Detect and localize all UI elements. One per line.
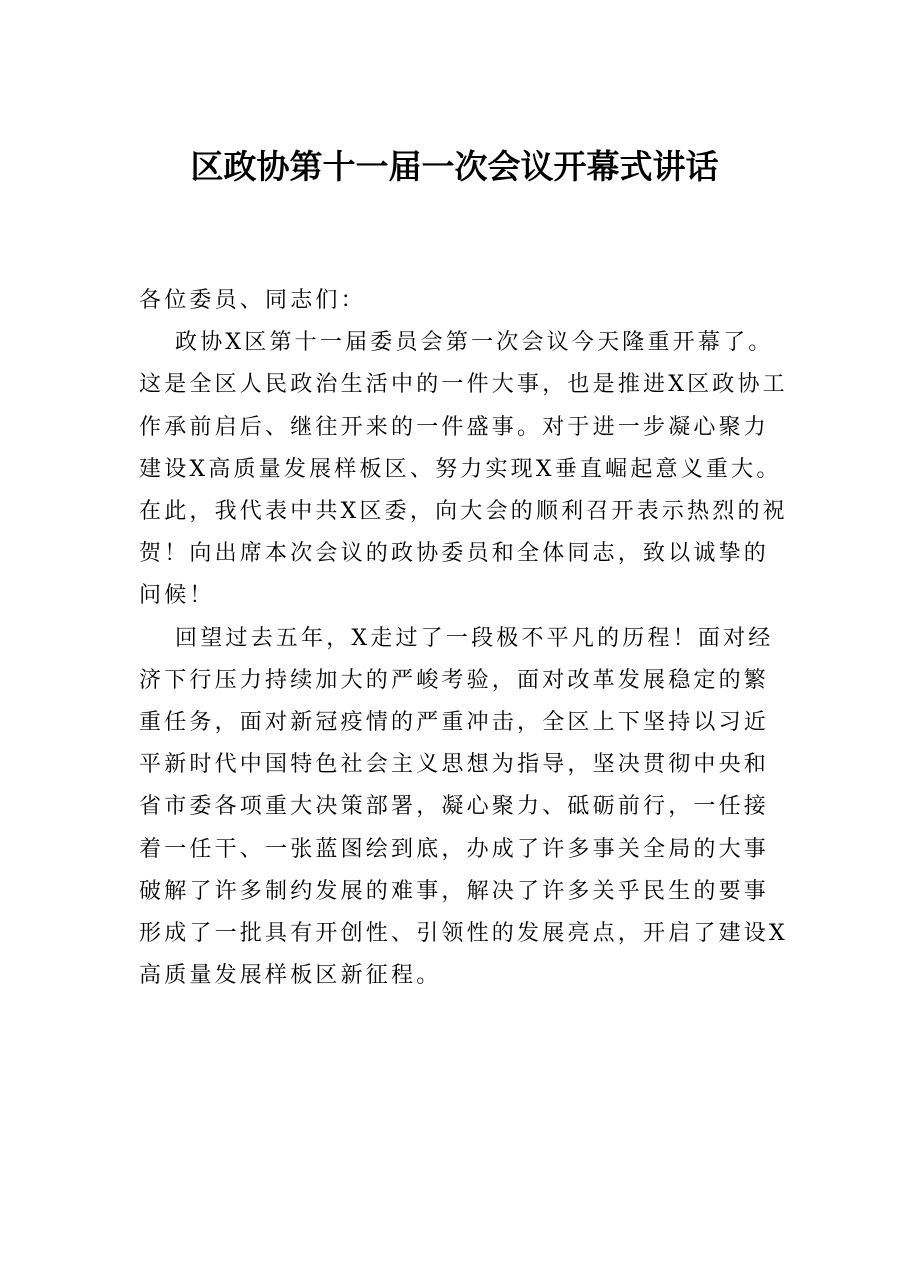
paragraph-line: 着一任干、一张蓝图绘到底，办成了许多事关全局的大事: [139, 836, 770, 862]
paragraph-line: 重任务，面对新冠疫情的严重冲击，全区上下坚持以习近: [139, 710, 770, 736]
paragraph-line: 问候！: [139, 583, 215, 609]
paragraph-line: 省市委各项重大决策部署，凝心聚力、砥砺前行，一任接: [139, 794, 770, 820]
document-title: 区政协第十一届一次会议开幕式讲话: [190, 147, 719, 186]
salutation: 各位委员、同志们：: [139, 288, 366, 313]
paragraph-line: 在此，我代表中共X区委，向大会的顺利召开表示热烈的祝: [139, 499, 788, 525]
paragraph-line: 建设X高质量发展样板区、努力实现X垂直崛起意义重大。: [139, 456, 782, 482]
paragraph-line: 平新时代中国特色社会主义思想为指导，坚决贯彻中央和: [139, 752, 770, 778]
paragraph-line: 形成了一批具有开创性、引领性的发展亮点，开启了建设X: [139, 921, 788, 947]
document-body: [139, 280, 788, 997]
paragraph-2: [139, 618, 788, 998]
paragraph-line: 政协X区第十一届委员会第一次会议今天隆重开幕了。: [175, 330, 774, 356]
paragraph-line: 这是全区人民政治生活中的一件大事，也是推进X区政协工: [139, 372, 788, 398]
paragraph-line: 贺！向出席本次会议的政协委员和全体同志，致以诚挚的: [139, 541, 770, 567]
paragraph-line: 破解了许多制约发展的难事，解决了许多关乎民生的要事: [139, 878, 770, 904]
paragraph-line: 回望过去五年，X走过了一段极不平凡的历程！面对经: [175, 625, 774, 651]
paragraph-1: [139, 322, 788, 617]
paragraph-line: 作承前启后、继往开来的一件盛事。对于进一步凝心聚力: [139, 414, 770, 440]
paragraph-line: 高质量发展样板区新征程。: [139, 963, 442, 989]
paragraph-line: 济下行压力持续加大的严峻考验，面对改革发展稳定的繁: [139, 667, 770, 693]
